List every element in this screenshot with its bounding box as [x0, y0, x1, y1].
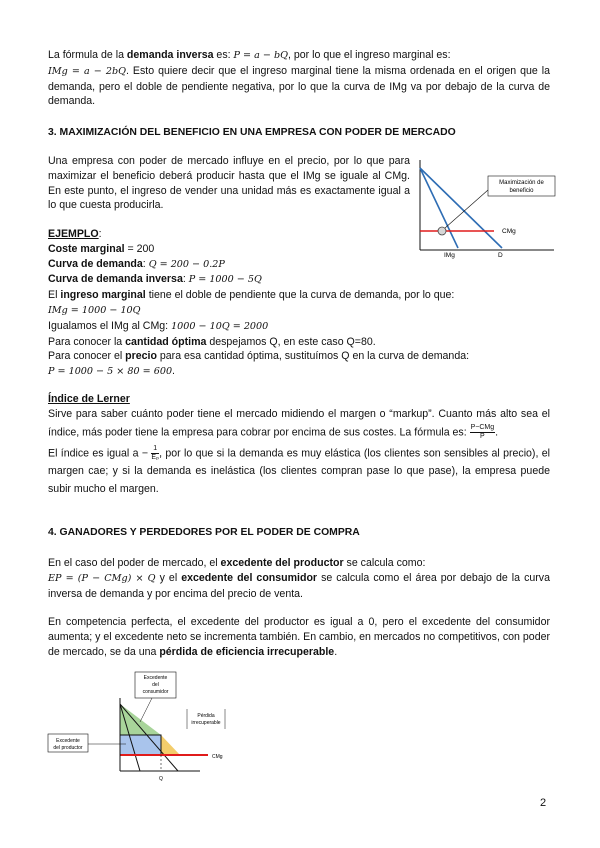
- optimal-quantity-text: Para conocer la cantidad óptima despejamos Q, en este caso Q=80.: [48, 335, 376, 348]
- cmg-label: CMg: [502, 228, 516, 235]
- img-label: IMg: [444, 252, 455, 259]
- section-4-heading: 4. GANADORES Y PERDEDORES POR EL PODER DE COMPRA: [48, 527, 360, 538]
- section-3-paragraph: Una empresa con poder de mercado influye en el precio, por lo que para maximizar el beneficio deberá producir hasta que el IMg se iguale al CMg. En este punto, el ingreso de vender una unidad más es exactamente igual a lo que cuesta producirla.: [48, 155, 410, 212]
- lerner-paragraph-1: Sirve para saber cuánto poder tiene el mercado midiendo el margen o “markup”. Cuanto más alto sea el índice, más poder tiene la empresa para cobrar por encima de sus costes. La fórmula es: $\frac{\text{P−CMg}}{P}$ .: [48, 408, 550, 440]
- example-block: [48, 227, 550, 380]
- section-4-paragraph-1: En el caso del poder de mercado, el excedente del productor se calcula como: EP = (P − CMg) × Q y el excedente del consumidor se calcula como el área por debajo de la curva inversa de demanda y por encima del precio de venta.: [48, 557, 551, 600]
- marginal-revenue-text: El ingreso marginal tiene el doble de pendiente que la curva de demanda, por lo que: IMg = 1000 − 10Q: [48, 289, 455, 316]
- marginal-cost-line-text: Coste marginal = 200: [48, 242, 155, 255]
- price-text: Para conocer el precio para esa cantidad óptima, sustituímos Q en la curva de demanda: P = 1000 − 5 × 80 = 600.: [48, 350, 470, 378]
- q-label: Q: [159, 776, 163, 782]
- consumer-surplus-area: [120, 704, 161, 735]
- deadweight-loss-area: [161, 735, 180, 755]
- lerner-paragraph-2: El índice es igual a − $\frac{1}{\text{Eₚ}}$ , por lo que si la demanda es muy elástica (los clientes son sensibles al precio), el margen cae; y si la demanda es inelástica (los clientes compran pase lo que pase), la empresa puede subir mucho el margen.: [48, 445, 550, 495]
- consumer-pointer: [140, 698, 152, 722]
- example-heading: EJEMPLO:: [48, 228, 102, 240]
- svg-text:Pérdida: Pérdida: [197, 713, 215, 719]
- intro-paragraph: La fórmula de la demanda inversa es: P = a − bQ, por lo que el ingreso marginal es: IMg = a − 2bQ. Esto quiere decir que el ingreso marginal tiene la misma ordenada en el origen que la demanda, pero el doble de pendiente negativa, por lo que la curva de IMg va por debajo de la curva de demanda.: [48, 49, 550, 108]
- svg-text:del: del: [152, 682, 159, 688]
- svg-text:Excedente: Excedente: [143, 675, 168, 681]
- svg-text:consumidor: consumidor: [142, 689, 169, 695]
- page-number: 2: [540, 797, 547, 809]
- inverse-demand-line-text: Curva de demanda inversa: P = 1000 − 5Q: [48, 273, 262, 286]
- svg-text:Excedente: Excedente: [56, 738, 80, 744]
- lerner-section: [48, 392, 550, 498]
- lerner-heading: Índice de Lerner: [48, 393, 130, 405]
- section-3-heading: 3. MAXIMIZACIÓN DEL BENEFICIO EN UNA EMPRESA CON PODER DE MERCADO: [48, 127, 456, 138]
- d-label: D: [498, 252, 503, 259]
- elasticity-formula: $\frac{1}{\text{Eₚ}}$: [151, 445, 160, 462]
- svg-text:del productor: del productor: [53, 745, 83, 751]
- annotation-pointer: [445, 190, 488, 228]
- cmg-label-2: CMg: [212, 754, 223, 760]
- section-4-paragraph-2: En competencia perfecta, el excedente del productor es igual a 0, pero el excedente del consumidor aumenta; y el excedente neto se incrementa también. En cambio, en mercados no competitivos, con poder de mercado, se da una pérdida de eficiencia irrecuperable.: [48, 616, 550, 658]
- svg-text:irrecuperable: irrecuperable: [191, 720, 221, 726]
- annotation-line-2: beneficio: [509, 188, 534, 194]
- lerner-formula: $\frac{\text{P−CMg}}{P}$: [470, 423, 495, 440]
- annotation-line-1: Maximización de: [499, 180, 544, 186]
- equalize-text: Igualamos el IMg al CMg: 1000 − 10Q = 2000: [48, 319, 269, 332]
- demand-line-text: Curva de demanda: Q = 200 − 0.2P: [48, 257, 225, 270]
- surplus-chart: [40, 668, 250, 788]
